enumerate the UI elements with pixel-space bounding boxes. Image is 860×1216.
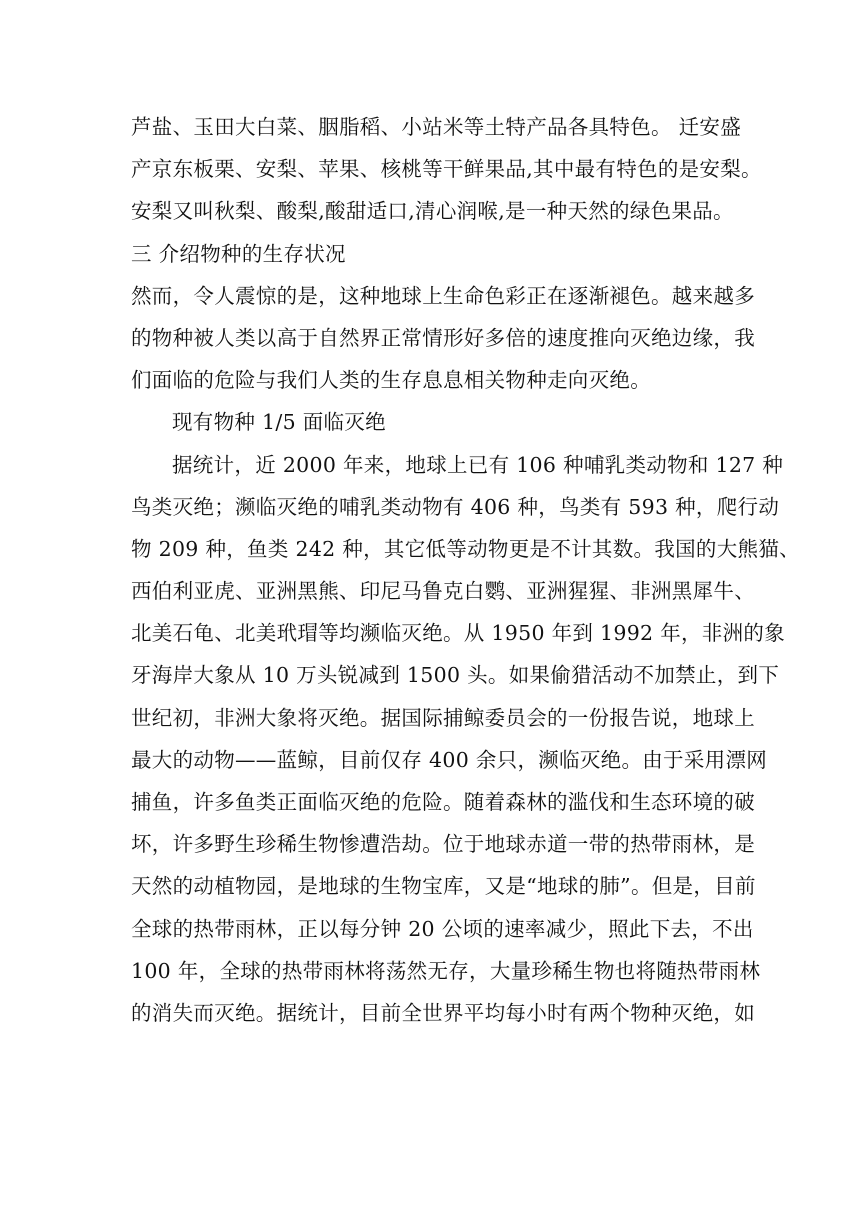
text-line: 据统计，近 2000 年来，地球上已有 106 种哺乳类动物和 127 种 [172, 452, 784, 477]
text-line: 最大的动物——蓝鲸，目前仅存 400 余只，濒临灭绝。由于采用漂网 [131, 747, 768, 772]
paragraph-specialties [131, 106, 762, 233]
text-line: 的消失而灭绝。据统计，目前全世界平均每小时有两个物种灭绝，如 [131, 1000, 755, 1025]
text-line: 安梨又叫秋梨、酸梨,酸甜适口,清心润喉,是一种天然的绿色果品。 [131, 199, 734, 224]
text-line: 天然的动植物园，是地球的生物宝库，又是“地球的肺”。但是，目前 [131, 874, 756, 899]
text-line: 然而，令人震惊的是，这种地球上生命色彩正在逐渐褪色。越来越多 [131, 283, 755, 308]
text-line: 们面临的危险与我们人类的生存息息相关物种走向灭绝。 [131, 368, 651, 393]
text-line: 北美石龟、北美玳瑁等均濒临灭绝。从 1950 年到 1992 年，非洲的象 [131, 621, 786, 646]
text-line: 100 年，全球的热带雨林将荡然无存，大量珍稀生物也将随热带雨林 [131, 958, 761, 983]
paragraph-intro [131, 275, 755, 402]
text-line: 世纪初，非洲大象将灭绝。据国际捕鲸委员会的一份报告说，地球上 [131, 705, 755, 730]
paragraph-statistics [131, 444, 800, 1035]
text-line: 捕鱼，许多鱼类正面临灭绝的危险。随着森林的滥伐和生态环境的破 [131, 790, 755, 814]
subheading: 现有物种 1/5 面临灭绝 [172, 410, 386, 435]
body-text [131, 106, 800, 1034]
text-line: 牙海岸大象从 10 万头锐减到 1500 头。如果偷猎活动不加禁止，到下 [131, 663, 780, 688]
text-line: 物 209 种，鱼类 242 种，其它低等动物更是不计其数。我国的大熊猫、 [131, 536, 800, 561]
text-line: 西伯利亚虎、亚洲黑熊、印尼马鲁克白鹦、亚洲猩猩、非洲黑犀牛、 [131, 579, 755, 604]
section-heading: 三 介绍物种的生存状况 [131, 241, 346, 266]
text-line: 全球的热带雨林，正以每分钟 20 公顷的速率减少，照此下去，不出 [131, 916, 754, 941]
text-line: 的物种被人类以高于自然界正常情形好多倍的速度推向灭绝边缘，我 [131, 325, 755, 350]
text-line: 芦盐、玉田大白菜、胭脂稻、小站米等土特产品各具特色。 迁安盛 [131, 115, 742, 139]
text-line: 产京东板栗、安梨、苹果、核桃等干鲜果品,其中最有特色的是安梨。 [131, 157, 762, 182]
text-line: 鸟类灭绝；濒临灭绝的哺乳类动物有 406 种，鸟类有 593 种，爬行动 [131, 494, 780, 519]
text-line: 坏，许多野生珍稀生物惨遭浩劫。位于地球赤道一带的热带雨林，是 [131, 832, 755, 857]
